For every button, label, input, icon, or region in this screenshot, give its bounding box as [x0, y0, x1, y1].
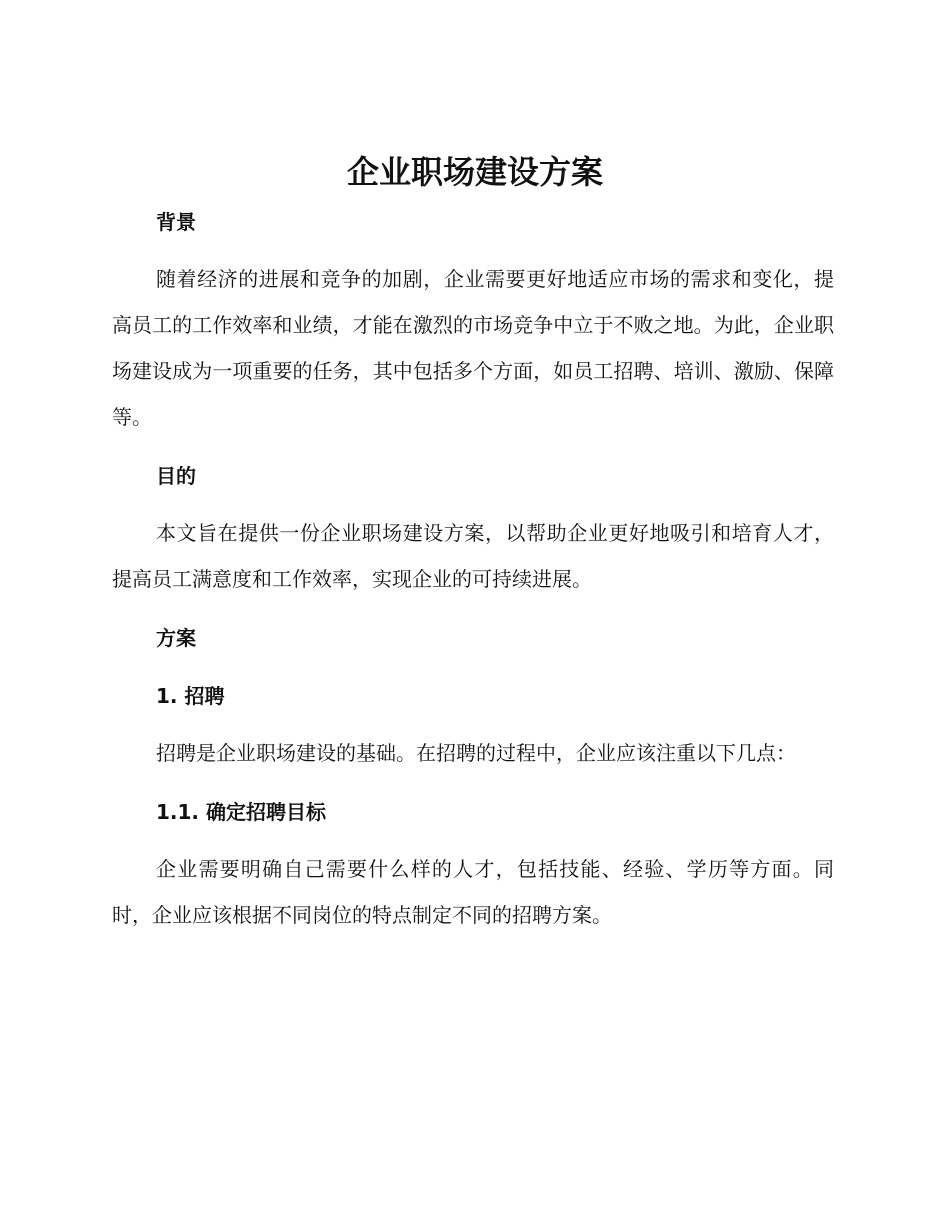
document-body — [112, 200, 834, 938]
section-heading-background: 背景 — [156, 210, 196, 234]
section-paragraph-recruitment-goal: 企业需要明确自己需要什么样的人才，包括技能、经验、学历等方面。同时，企业应该根据不同岗位的特点制定不同的招聘方案。 — [112, 857, 834, 927]
section-paragraph-purpose: 本文旨在提供一份企业职场建设方案，以帮助企业更好地吸引和培育人才，提高员工满意度和工作效率，实现企业的可持续进展。 — [112, 521, 834, 591]
section-heading-plan: 方案 — [156, 626, 196, 650]
section-paragraph-background: 随着经济的进展和竞争的加剧，企业需要更好地适应市场的需求和变化，提高员工的工作效率和业绩，才能在激烈的市场竞争中立于不败之地。为此，企业职场建设成为一项重要的任务，其中包括多个方面，如员工招聘、培训、激励、保障等。 — [112, 267, 834, 429]
section-heading-recruitment-goal: 1.1. 确定招聘目标 — [156, 800, 326, 824]
section-heading-recruitment: 1. 招聘 — [156, 684, 225, 708]
document-title: 企业职场建设方案 — [346, 153, 603, 191]
section-heading-purpose: 目的 — [156, 464, 196, 488]
section-paragraph-recruitment: 招聘是企业职场建设的基础。在招聘的过程中，企业应该注重以下几点： — [156, 741, 796, 765]
